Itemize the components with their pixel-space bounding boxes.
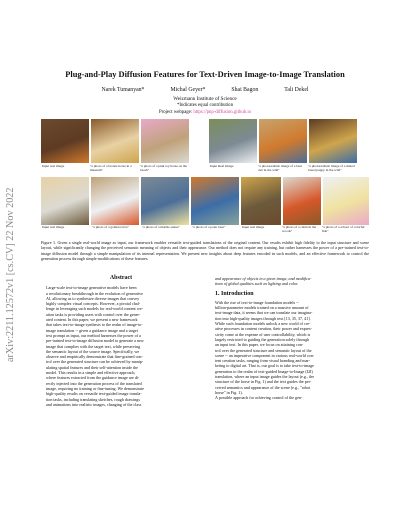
arxiv-identifier (4, 150, 16, 365)
text-line: tion tasks, including translating sketches, rough drawings (46, 396, 140, 402)
text-line: While such foundation models unlock a new world of cre- (215, 321, 311, 327)
author-list (30, 87, 380, 93)
text-line: an input text. In this paper, we focus on attaining con- (215, 342, 304, 348)
text-line: structure of the horse in Fig. 1) and the text guides the per- (215, 379, 312, 385)
text-line: ation tasks is providing users with control over the gener- (46, 311, 141, 317)
arxiv-identifier-svg (4, 150, 16, 365)
text-line: that takes text-to-image synthesis to the realm of image-to- (46, 322, 143, 328)
equal-contribution-note: *Indicates equal contribution (177, 103, 233, 108)
text-line: text prompt as input, our method harnesses the power of a (46, 332, 141, 338)
text-line: and appearance of objects in a given image, and modifica- (215, 276, 312, 281)
abstract-continuation (215, 276, 365, 287)
figure-1-caption (41, 240, 369, 262)
figure-caption-line: model through a simple manipulation of its internal representation. We present new insights about deep features encoded in such models, and an effective framework (68, 250, 346, 256)
text-line: model. This results in a simple and effective approach, (46, 370, 136, 376)
text-line: tions of global qualities such as lighting and color. (215, 281, 299, 287)
paper-title: Plug-and-Play Diffusion Features for Text-Driven Image-to-Image Translation (65, 70, 345, 79)
figure-caption-8: "a photo of a golden robot" (92, 225, 129, 229)
text-line: observe and empirically demonstrate that fine-grained con- (46, 354, 143, 360)
abstract-heading: Abstract (109, 275, 133, 281)
text-line: largely restricted to guiding the generation solely through (215, 336, 310, 342)
figure-image-pink-horse (140, 118, 190, 164)
figure-image-bronze-horse (90, 118, 140, 164)
text-line: generation to the realm of text-guided Image-to-Image (I2I) (215, 368, 313, 374)
author-1: Narek Tumanyan* (101, 87, 145, 93)
text-line: scene -- an imperative component in various real-world con- (215, 352, 315, 358)
figure-caption-1: Input real image (42, 164, 65, 168)
figure-image-sketch-input (208, 118, 258, 164)
figure-image-fish (322, 176, 370, 226)
introduction-body (215, 300, 365, 401)
text-line: ated content. In this paper, we present a new framework (46, 317, 138, 323)
figure-caption-11: Input real image (242, 225, 265, 229)
project-webpage (30, 110, 380, 115)
figure-caption-6: "a photorealistic image of a mixed breed puppy in the wild" (308, 164, 355, 172)
text-line: image translation -- given a guidance image and a target (46, 327, 138, 333)
text-line: ceived semantics and appearance of the scene (e.g., "robot (215, 384, 311, 390)
text-line: high-quality results on versatile text-guided image transla- (46, 391, 142, 397)
text-line: sivity come at the expense of user controllability, which is (215, 331, 311, 337)
figure-caption-line: and their appearance. Our method does not require any training, but rather harnesses the power of a pre-trained text-to-image diffusion (41, 245, 369, 256)
abstract-body (46, 285, 196, 407)
figure-caption-line: results exhibit high fidelity to the input structure and scene layout, while significantly changing the perceived semantic meaning of objects (41, 240, 369, 251)
text-line: image, requiring no training or fine-tuning. We demonstrate (46, 385, 144, 391)
figure-caption-line: Figure 1. Given a single real-world image as input, our framework enables versatile text-guided translations of the original content. Our (41, 240, 269, 245)
introduction-heading: 1. Introduction (215, 290, 254, 297)
figure-caption-7: Input real image (42, 225, 65, 229)
figure-image-statue-input (40, 176, 90, 226)
figure-image-marble-statue (140, 176, 190, 226)
author-4: Tali Dekel (284, 87, 309, 93)
text-line: AI, allowing us to synthesize diverse images that convey (46, 295, 140, 301)
text-line: image that complies with the target text, while preserving (46, 343, 141, 349)
text-line: rectly injected into the generation process of the translated (46, 380, 142, 386)
figure-image-rough-drawing (240, 176, 282, 226)
figure-caption-3: "a photo of a pink toy horse on the beach" (140, 164, 187, 172)
text-line: translation, where an input image guides the layout (e.g., the (215, 374, 315, 380)
figure-caption-5: "a photorealistic image of a bear cub in the wild" (258, 164, 303, 172)
text-line: keting to digital art. That is, our goal is to take text-to-image (215, 363, 314, 369)
project-url-link[interactable]: https://pnp-diffusion.github.io (193, 110, 252, 115)
text-line: text-image data, it seems that we can translate our imagina- (215, 310, 313, 316)
figure-caption-9: "a photo of a marble statue" (142, 225, 180, 229)
figure-image-golden-robot (90, 176, 140, 226)
figure-caption-10: "a photo of a polar bear" (192, 225, 226, 229)
figure-caption-13: "a photo of a school of colorful fish" (322, 225, 365, 233)
text-line: ative processes in content creation, their power and expres- (215, 326, 312, 332)
right-column (215, 276, 365, 401)
text-line: tion into high-quality images through text [13, 35, 37, 41]. (215, 315, 311, 321)
text-line: With the rise of text-to-image foundation models -- (215, 299, 299, 305)
text-line: tent creation tasks, ranging from visual branding and mar- (215, 358, 311, 364)
author-3: Shai Bagon (231, 87, 259, 93)
text-line: ulating spatial features and their self-attention inside the (46, 364, 138, 370)
figure-image-bear-cub (258, 118, 308, 164)
text-line: Large-scale text-to-image generative models have been (46, 285, 137, 291)
text-line: the semantic layout of the source image. Specifically, we (46, 348, 140, 354)
figure-caption-4: Input Real Image (210, 164, 234, 168)
figure-caption-12: "a photo of a cabin in the woods" (282, 225, 317, 233)
text-line: A possible approach for achieving control of the gen- (215, 395, 303, 401)
text-line: and animations into realistic images, changing of the class (46, 401, 142, 407)
affiliation: Weizmann Institute of Science (173, 96, 237, 102)
author-2: Michal Geyer* (170, 87, 206, 93)
text-line: trol over the generated structure and semantic layout of the (215, 347, 312, 353)
figure-image-horse-input (40, 118, 90, 164)
figure-image-puppy (308, 118, 358, 164)
project-label: Project webpage: (158, 110, 193, 115)
text-line: a revolutionary breakthrough in the evolution of generative (46, 290, 143, 296)
text-line: trol over the generated structure can be achieved by manip- (46, 359, 144, 365)
text-line: billion-parameter models trained on a massive amount of (215, 305, 309, 311)
text-line: where features extracted from the guidance image are di- (46, 375, 140, 381)
figure-image-cabin (282, 176, 322, 226)
abstract-column (46, 276, 196, 407)
teaser-figure (40, 118, 370, 238)
figure-image-polar-bear (190, 176, 240, 226)
arxiv-identifier-text: arXiv:2211.12572v1 [cs.CV] 22 Nov 2022 (5, 187, 16, 362)
figure-caption-2: "a photo of a bronze horse in a museum" (90, 164, 132, 172)
text-line: lenge in leveraging such models for real-world content cre- (46, 306, 144, 312)
figure-caption-line: to control the generation process through simple modifications of these features. (41, 250, 370, 262)
text-line: highly complex visual concepts. However, a pivotal chal- (46, 301, 141, 307)
text-line: horse" in Fig. 1). (215, 389, 243, 395)
text-line: pre-trained text-to-image diffusion model to generate a new (46, 338, 144, 344)
